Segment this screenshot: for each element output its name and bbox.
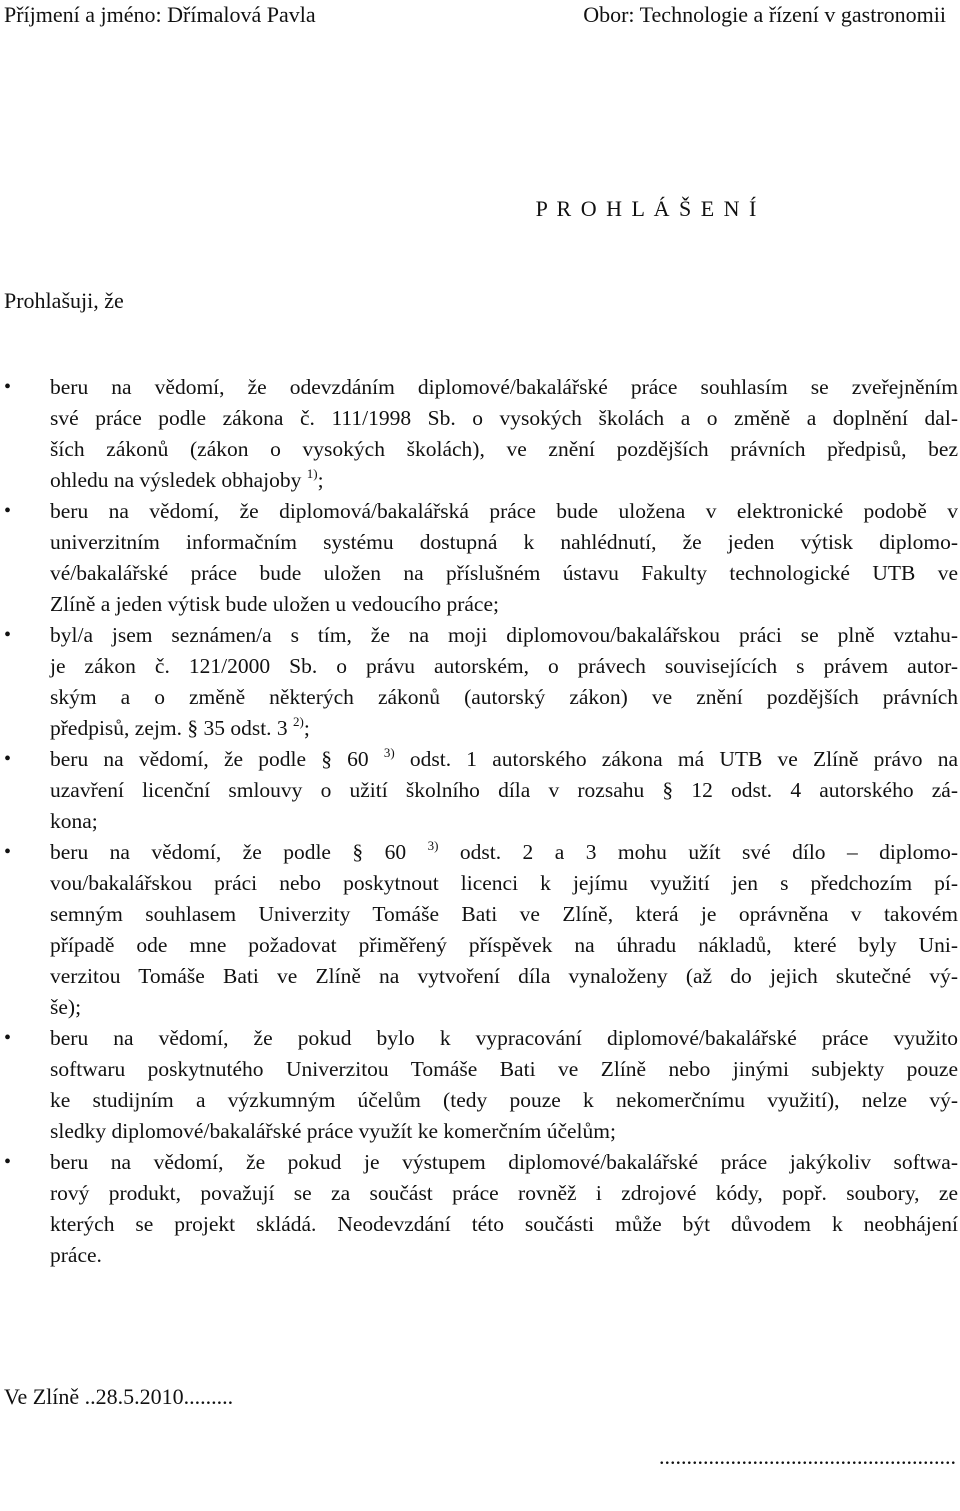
declaration-item [0,744,960,837]
declaration-line [50,837,958,868]
declaration-line: beru na vědomí, že diplomová/bakalářská práce bude uložena v elektronické podobě v [50,499,958,523]
line-text: sledky diplomové/bakalářské práce využít ke komerčním účelům; [50,1119,616,1143]
bullet-icon: • [4,1027,12,1049]
declaration-line: ších zákonů (zákon o vysokých školách), ve znění pozdějších právních předpisů, bez [50,437,958,461]
document-title: P R O H L Á Š E N Í [535,196,759,221]
declaration-item [0,496,960,620]
declaration-item [0,837,960,1023]
footnote-ref: 3) [427,838,439,853]
declaration-line: byl/a jsem seznámen/a s tím, že na moji diplomovou/bakalářskou práci se plně vztahu- [50,623,958,647]
footnote-ref: 2) [293,714,304,729]
declaration-line [50,744,958,775]
footnote-ref: 3) [383,745,395,760]
signature-line: ...................................................... [659,1444,956,1469]
line-text: práce. [50,1243,102,1267]
line-text: odst. 2 a 3 mohu užít své dílo – diplomo- [459,840,959,864]
declaration-line: beru na vědomí, že odevzdáním diplomové/bakalářské práce souhlasím se zveřejněním [50,375,958,399]
declaration-line: je zákon č. 121/2000 Sb. o právu autorském, o právech souvisejících s právem autor- [50,654,958,678]
bullet-icon: • [4,1151,12,1173]
line-text: ; [303,716,310,740]
line-text: ohledu na výsledek obhajoby [50,468,302,492]
line-text: ; [317,468,324,492]
line-text: še); [50,995,82,1019]
line-text: Zlíně a jeden výtisk bude uložen u vedoucího práce; [50,592,499,616]
student-name: Příjmení a jméno: Dřímalová Pavla [4,2,316,27]
declaration-line-last [50,465,958,496]
declaration-line: verzitou Tomáše Bati ve Zlíně na vytvoření díla vynaloženy (až do jejich skutečné vý- [50,964,958,988]
line-text: beru na vědomí, že podle § 60 [50,840,407,864]
declaration-line: ke studijním a výzkumným účelům (tedy pouze k nekomerčnímu využití), nelze vý- [50,1088,958,1112]
declaration-line: beru na vědomí, že pokud je výstupem diplomové/bakalářské práce jakýkoliv softwa- [50,1150,958,1174]
declaration-item [0,372,960,496]
declaration-line: případě ode mne požadovat přiměřený příspěvek na úhradu nákladů, které byly Uni- [50,933,958,957]
line-text: předpisů, zejm. § 35 odst. 3 [50,716,288,740]
declaration-line-last [50,1116,958,1147]
footnote-ref: 1) [306,466,318,481]
intro-text: Prohlašuji, že [4,288,124,313]
declaration-line: uzavření licenční smlouvy o užití školního díla v rozsahu § 12 odst. 4 autorského zá- [50,778,958,802]
declaration-line: ským a o změně některých zákonů (autorský zákon) ve znění pozdějších právních [50,685,958,709]
declaration-item [0,620,960,744]
line-text: kona; [50,809,98,833]
declaration-item [0,1147,960,1271]
bullet-icon: • [4,500,12,522]
bullet-icon: • [4,748,12,770]
declaration-line: semným souhlasem Univerzity Tomáše Bati ve Zlíně, která je oprávněna v takovém [50,902,958,926]
declaration-line: své práce podle zákona č. 111/1998 Sb. o vysokých školách a o změně a doplnění dal- [50,406,958,430]
declaration-line: vou/bakalářskou práci nebo poskytnout licenci k jejímu využití jen s předchozím pí- [50,871,958,895]
declaration-line-last [50,713,958,744]
declaration-line: rový produkt, považují se za součást práce rovněž i zdrojové kódy, popř. soubory, ze [50,1181,958,1205]
declaration-line: kterých se projekt skládá. Neodevzdání této součásti může být důvodem k neobhájení [50,1212,958,1236]
study-field: Obor: Technologie a řízení v gastronomii [583,2,946,27]
bullet-icon: • [4,376,12,398]
place-date: Ve Zlíně ..28.5.2010......... [4,1384,234,1409]
bullet-icon: • [4,841,12,863]
declaration-line-last [50,1240,958,1271]
declaration-line: softwaru poskytnutého Univerzitou Tomáše Bati ve Zlíně nebo jinými subjekty pouze [50,1057,958,1081]
line-text: odst. 1 autorského zákona má UTB ve Zlíně právo na [409,747,959,771]
declaration-line: vé/bakalářské práce bude uložen na příslušném ústavu Fakulty technologické UTB ve [50,561,958,585]
declaration-line: univerzitním informačním systému dostupná k nahlédnutí, že jeden výtisk diplomo- [50,530,958,554]
declaration-line-last [50,992,958,1023]
declaration-line-last [50,589,958,620]
declaration-item [0,1023,960,1147]
declaration-line: beru na vědomí, že pokud bylo k vypracování diplomové/bakalářské práce využito [50,1026,958,1050]
bullet-icon: • [4,624,12,646]
document-header [0,0,960,30]
declaration-line-last [50,806,958,837]
declaration-list [0,372,960,1271]
line-text: beru na vědomí, že podle § 60 [50,747,369,771]
